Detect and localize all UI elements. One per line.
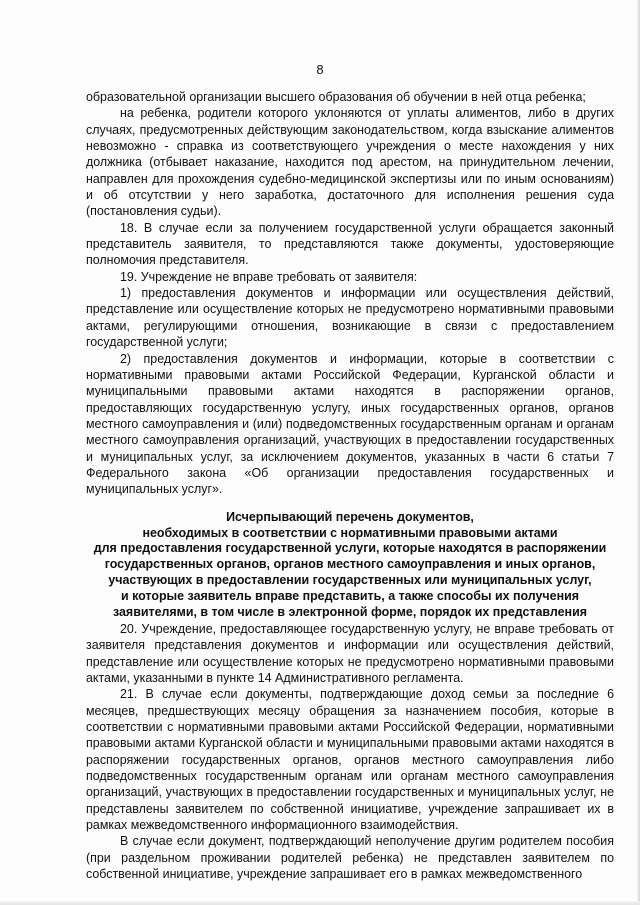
paragraphs-bottom [86, 621, 614, 883]
paragraph-alimony: на ребенка, родители которого уклоняются от уплаты алиментов, либо в других случаях, предусмотренных действующим законодательством, когда взыскание алиментов невозможно - справка из соответствующего учреждения о месте нахождения у них должника (отбывает наказание, находится под арестом, на принудительном лечении, направлен для прохождения судебно-медицинской экспертизы или по иным основаниям) и об отсутствии у него заработка, достаточного для исполнения решения суда (постановления судьи). [86, 106, 614, 219]
paragraph-19: 19. Учреждение не вправе требовать от заявителя: [120, 269, 418, 284]
paragraph-19-1: 1) предоставления документов и информации или осуществления действий, представление или осуществление которых не предусмотрено нормативными правовыми актами, регулирующими отношения, возникающие в связи с предоставлением государственной услуги; [86, 286, 614, 350]
heading-line: Исчерпывающий перечень документов, [226, 509, 474, 524]
paragraph-21: 21. В случае если документы, подтверждающие доход семьи за последние 6 месяцев, предшествующих месяцу обращения за назначением пособия, которые в соответствии с нормативными правовыми актами Российской Федерации, нормативными правовыми актами Курганской области и муниципальными правовыми актами находятся в распоряжении государственных органов, органов местного самоуправления либо подведомственных государственным органам или органам местного самоуправления организаций, участвующих в предоставлении государственных и муниципальных услуг, не представлены заявителем по собственной инициативе, учреждение запрашивает их в рамках межведомственного информационного взаимодействия. [86, 687, 614, 833]
heading-line: для предоставления государственной услуги, которые находятся в распоряжении [93, 541, 607, 556]
paragraph-cont: образовательной организации высшего образования об обучении в ней отца ребенка; [86, 90, 586, 104]
paragraph-20: 20. Учреждение, предоставляющее государственную услугу, не вправе требовать от заявителя представления документов и информации или осуществления действий, представление или осуществление которых не предусмотрено нормативными правовыми актами, указанными в пункте 14 Административного регламента. [86, 621, 614, 685]
scan-bottom-shadow [0, 901, 640, 905]
paragraph-18: 18. В случае если за получением государственной услуги обращается законный представитель заявителя, то представляются также документы, удостоверяющие полномочия представителя. [86, 220, 614, 268]
heading-line: необходимых в соответствии с нормативными правовыми актами [142, 525, 558, 540]
paragraphs-top [86, 89, 614, 498]
page-number: 8 [316, 62, 324, 77]
paragraph-19-2: 2) предоставления документов и информации, которые в соответствии с нормативными правовыми актами Российской Федерации, Курганской области и муниципальными правовыми актами находятся в распоряжении органов, предоставляющих государственную услугу, иных государственных органов, органов местного самоуправления и (или) подведомственных государственным органам и органам местного самоуправления организаций, участвующих в предоставлении государственных и муниципальных услуг, за исключением документов, указанных в части 6 статьи 7 Федерального закона «Об организации предоставления государственных и муниципальных услуг». [86, 351, 614, 497]
heading-line: и которые заявитель вправе представить, а также способы их получения [120, 589, 579, 604]
heading-line: государственных органов, органов местного самоуправления и иных органов, [104, 557, 596, 572]
heading-line: заявителями, в том числе в электронной форме, порядок их представления [113, 605, 587, 620]
heading-line: участвующих в предоставлении государственных или муниципальных услуг, [108, 573, 592, 588]
section-heading [86, 510, 614, 621]
paragraph-21-cont: В случае если документ, подтверждающий неполучение другим родителем пособия (при раздельном проживании родителей ребенка) не представлен заявителем по собственной инициативе, учреждение запрашивает его в рамках межведомственного [86, 834, 614, 882]
document-body [86, 89, 614, 882]
